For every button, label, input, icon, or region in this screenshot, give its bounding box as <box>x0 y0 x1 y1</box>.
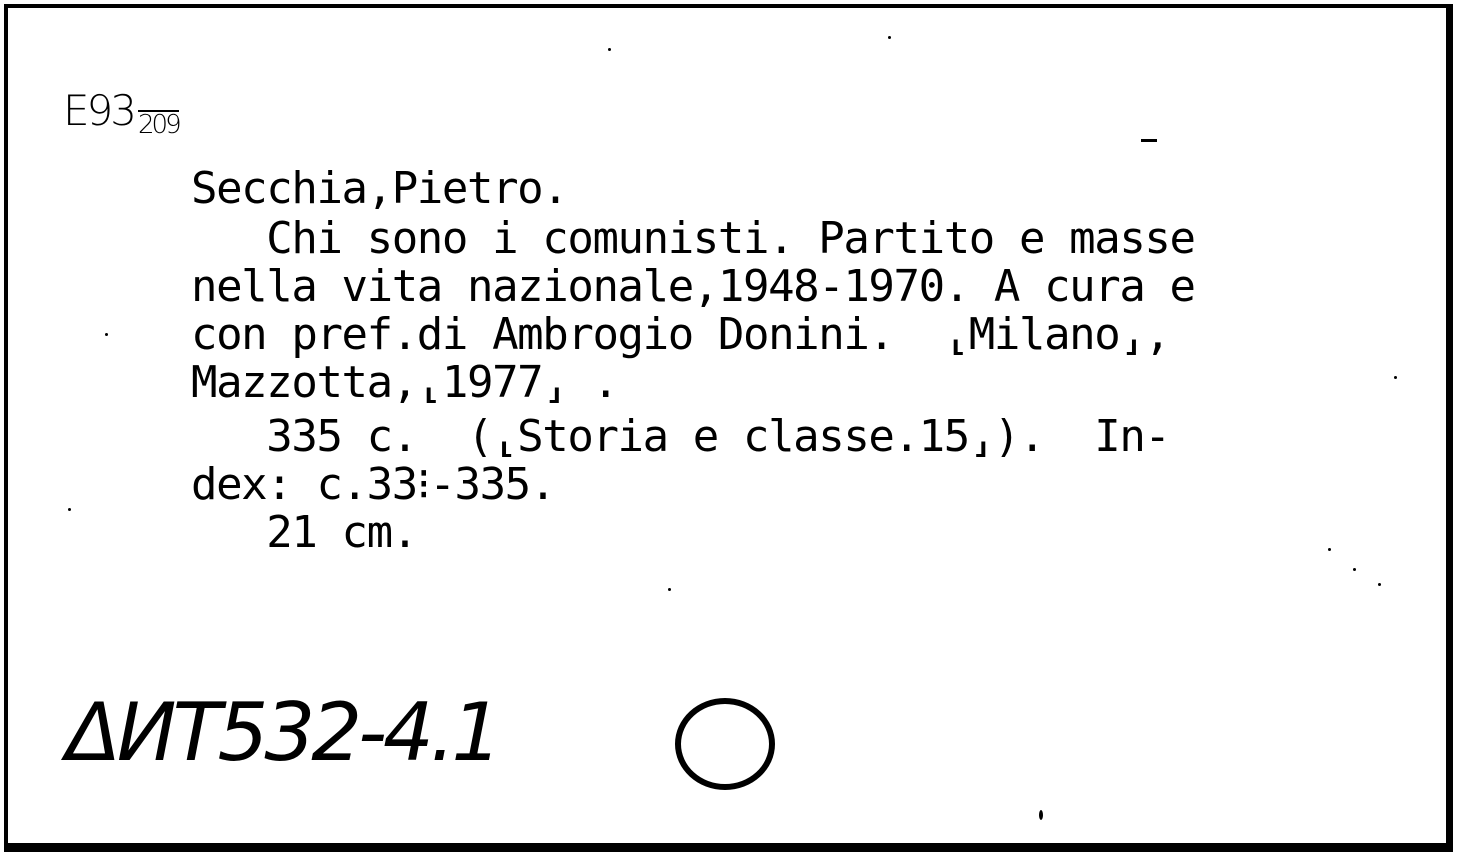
stray-dash-mark <box>1141 139 1157 142</box>
body-line-1: Chi sono i comunisti. Partito e masse <box>191 213 1195 264</box>
circle-mark <box>675 698 775 790</box>
body-line-5: 335 c. (⸤Storia e classe.15⸥). In- <box>191 411 1170 462</box>
body-line-4: Mazzotta,⸤1977⸥ . <box>191 357 618 408</box>
shelf-mark-top-sub: 209 <box>137 110 179 140</box>
ink-speck <box>668 588 671 591</box>
body-line-7: 21 cm. <box>191 507 417 558</box>
ink-speck <box>608 48 611 51</box>
body-line-2: nella vita nazionale,1948-1970. A cura e <box>191 261 1195 312</box>
catalog-card <box>4 4 1453 852</box>
ink-speck <box>1378 583 1381 586</box>
call-number: ΔИТ532-4.1 <box>66 686 499 779</box>
author-heading: Secchia,Pietro. <box>191 163 568 214</box>
body-line-6: dex: c.33⁝-335. <box>191 459 555 510</box>
ink-speck <box>105 333 108 336</box>
ink-speck <box>888 36 891 39</box>
ink-speck <box>1394 376 1397 379</box>
ink-speck <box>1039 810 1043 820</box>
ink-speck <box>1328 548 1331 551</box>
ink-speck <box>1353 568 1356 571</box>
shelf-mark-top <box>63 86 179 138</box>
body-line-3: con pref.di Ambrogio Donini. ⸤Milano⸥, <box>191 309 1170 360</box>
shelf-mark-top-main: E93 <box>63 86 134 135</box>
ink-speck <box>68 508 71 511</box>
